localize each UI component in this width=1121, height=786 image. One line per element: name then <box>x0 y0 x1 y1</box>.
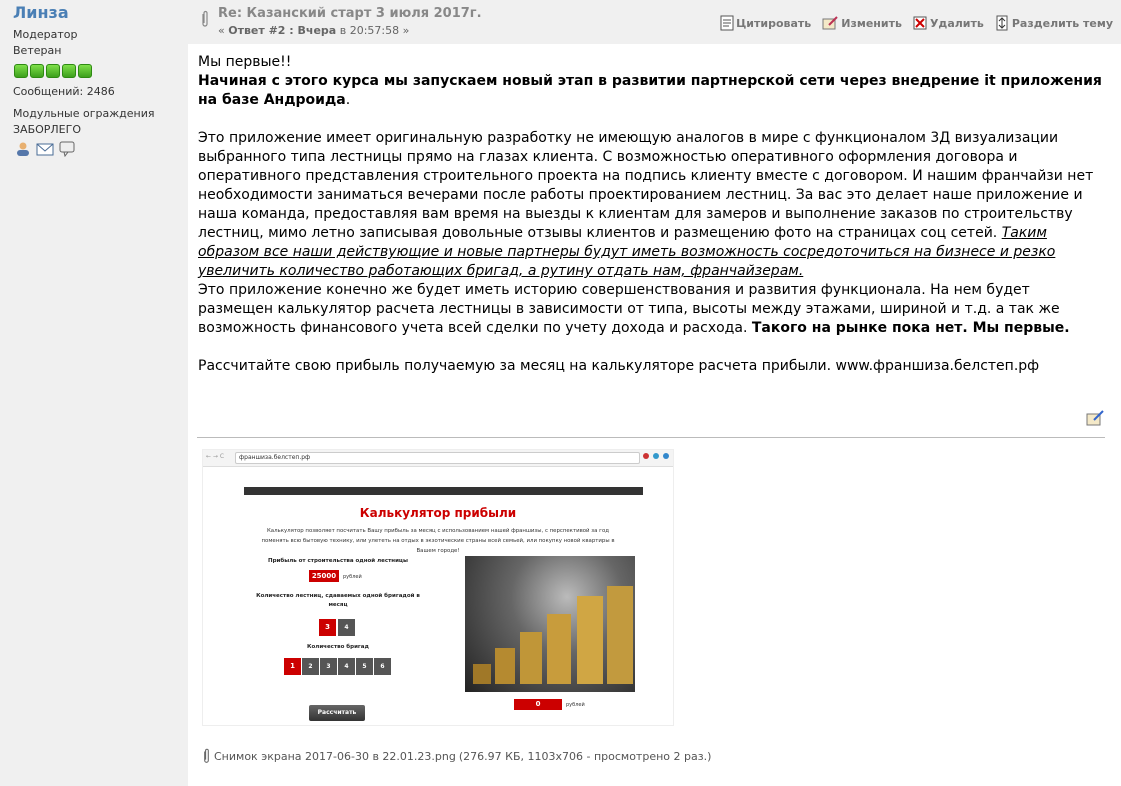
profit-value: 25000 <box>309 570 339 582</box>
coins-photo <box>465 556 635 692</box>
post-paragraph-history <box>198 281 1103 338</box>
paperclip-icon <box>202 747 211 765</box>
brigade-option: 4 <box>338 658 355 675</box>
poster-contact-icons <box>15 141 75 157</box>
email-icon[interactable] <box>36 141 54 157</box>
edit-icon <box>821 15 839 31</box>
post-history-bold: Такого на рынке пока нет. Мы первые. <box>751 320 1070 336</box>
split-topic-button[interactable] <box>994 15 1113 31</box>
post-subject-link[interactable]: Re: Казанский старт 3 июля 2017г. <box>218 6 482 21</box>
profit-currency: рублей <box>343 574 362 580</box>
post-paragraph-app <box>198 129 1103 281</box>
post-line-first: Мы первые!! <box>198 54 292 70</box>
delete-icon <box>912 15 928 31</box>
post-app-text: Это приложение имеет оригинальную разработку не имеющую аналогов в мире с функционалом 3Д визуализации выбранного типа лестницы прямо на глазах клиента. С возможностью оперативного оформления договора и оперативного представления строительного проекта на подпись клиенту вместе с договором. И нашим франчайзи нет необходимости заниматься вечерами после работы проектированием лестниц. За вас это делает наше приложение и наша команда, предоставляя вам время на выезды к клиентам для замеров и выполнение заказов по строительству лестниц, мимо летно записывая довольные отзывы клиентов и размещению фото на страницах соц сетей. <box>198 130 1094 241</box>
reply-time: в 20:57:58 » <box>336 24 410 37</box>
quote-button[interactable] <box>720 15 811 31</box>
browser-nav-icon: ← → C <box>206 453 225 460</box>
quick-quote-icon[interactable] <box>1085 409 1105 427</box>
poster-rank: Ветеран <box>13 44 62 57</box>
stairs-option: 3 <box>319 619 336 636</box>
star-icon <box>14 64 28 78</box>
post-header <box>188 0 1121 44</box>
post-actions <box>720 15 1113 31</box>
star-icon <box>30 64 44 78</box>
poster-custom-subtitle: ЗАБОРЛЕГО <box>13 123 82 136</box>
brigade-option: 5 <box>356 658 373 675</box>
profit-label: Прибыль от строительства одной лестницы <box>268 558 408 564</box>
post-paragraph-intro <box>198 72 1103 110</box>
split-label: Разделить тему <box>1011 16 1113 30</box>
brigade-option: 3 <box>320 658 337 675</box>
rank-stars <box>14 64 92 78</box>
attachment-image[interactable] <box>202 449 674 726</box>
attachment-line <box>202 747 711 765</box>
attachment-separator <box>197 437 1105 438</box>
poster-group: Модератор <box>13 28 78 41</box>
brigade-option: 2 <box>302 658 319 675</box>
profile-icon[interactable] <box>15 141 31 157</box>
post-intro-bold: Начиная с этого курса мы запускаем новый этап в развитии партнерской сети через внедрение it приложения на базе Андроида <box>198 73 1102 108</box>
extension-icon <box>653 453 659 459</box>
calc-description: Калькулятор позволяет посчитать Вашу прибыль за месяц с использованием нашей франшизы, с перспективой за год поменять всю бытовую технику, или улететь на отдых в экзотические страны всей семьей, или покупку новой квартиры в Вашем городе! <box>261 528 615 554</box>
browser-url-field: франшиза.белстеп.рф <box>235 452 640 464</box>
reply-number: Ответ #2 : Вчера <box>228 24 337 37</box>
delete-button[interactable] <box>912 15 984 31</box>
reply-prefix: « <box>218 24 229 37</box>
brigades-label: Количество бригад <box>307 644 369 650</box>
quote-icon <box>720 15 734 31</box>
poster-post-count: Сообщений: 2486 <box>13 85 115 98</box>
post-reply-info <box>218 24 409 37</box>
post-history-text: Это приложение конечно же будет иметь историю совершенствования и развития функционала. На нем будет размещен калькулятор расчета лестницы в зависимости от типа, высоты между этажами, шириной и т.д. а так же возможность финансового учета всей сделки по учету дохода и расхода. <box>198 282 1060 336</box>
stairs-option: 4 <box>338 619 355 636</box>
edit-label: Изменить <box>841 16 902 30</box>
post-paragraph-calc: Рассчитайте свою прибыль получаемую за месяц на калькуляторе расчета прибыли. www.франшиза.белстеп.рф <box>198 358 1040 374</box>
calc-title: Калькулятор прибыли <box>359 506 517 520</box>
poster-panel <box>0 0 188 786</box>
star-icon <box>46 64 60 78</box>
star-icon <box>78 64 92 78</box>
brigade-option: 6 <box>374 658 391 675</box>
post-intro-end: . <box>345 92 351 108</box>
attachment-info: (276.97 КБ, 1103x706 - просмотрено 2 раз.) <box>458 749 712 763</box>
attachment-filename-link[interactable]: Снимок экрана 2017-06-30 в 22.01.23.png <box>214 749 456 763</box>
delete-label: Удалить <box>929 16 984 30</box>
result-currency: рублей <box>566 702 585 708</box>
brigade-option: 1 <box>284 658 301 675</box>
coins-image <box>465 556 635 692</box>
pinterest-icon <box>643 453 649 459</box>
edit-button[interactable] <box>821 15 902 31</box>
poster-name-link[interactable]: Линза <box>13 3 69 22</box>
private-message-icon[interactable] <box>59 141 75 157</box>
calculate-button: Рассчитать <box>309 705 365 721</box>
result-value: 0 <box>514 699 562 710</box>
extension-icon <box>663 453 669 459</box>
poster-custom-title: Модульные ограждения <box>13 107 155 120</box>
post-body <box>198 53 1103 376</box>
star-icon <box>62 64 76 78</box>
browser-toolbar <box>203 450 673 467</box>
paperclip-icon <box>200 10 210 28</box>
site-header-band <box>244 487 643 495</box>
quote-label: Цитировать <box>736 16 812 30</box>
post-app-underlined: Таким образом все наши действующие и новые партнеры будут иметь возможность сосредоточиться на бизнесе и резко увеличить количество работающих бригад, а рутину отдать нам, франчайзерам. <box>198 225 1056 279</box>
stairs-label: Количество лестниц, сдаваемых одной бригадой в месяц <box>256 593 420 608</box>
split-icon <box>994 15 1010 31</box>
